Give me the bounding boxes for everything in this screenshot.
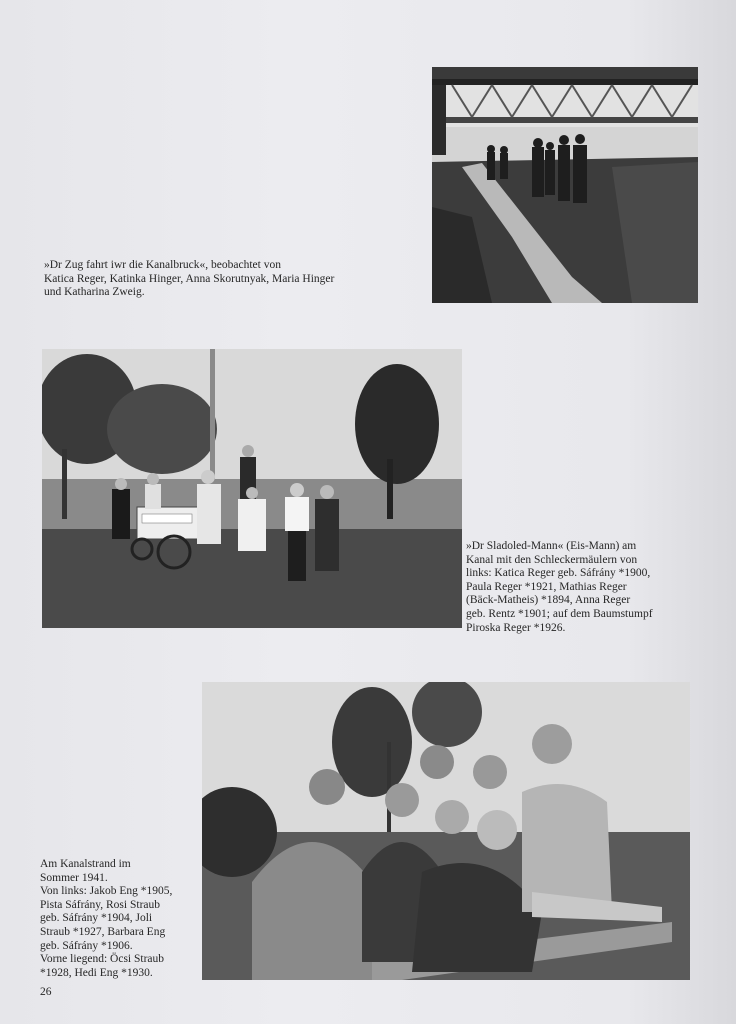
caption-line: Pista Sáfrány, Rosi Straub bbox=[40, 898, 160, 911]
caption-line: links: Katica Reger geb. Sáfrány *1900, bbox=[466, 567, 651, 580]
caption-line: geb. Rentz *1901; auf dem Baumstumpf bbox=[466, 607, 653, 620]
caption-line: Vorne liegend: Öcsi Straub bbox=[40, 953, 165, 966]
bridge-photo-caption bbox=[44, 259, 334, 300]
ice-cream-photo-caption bbox=[466, 540, 653, 635]
caption-line: »Dr Sladoled-Mann« (Eis-Mann) am bbox=[466, 540, 637, 552]
caption-line: Von links: Jakob Eng *1905, bbox=[40, 885, 173, 898]
page-number: 26 bbox=[40, 986, 52, 998]
train-on-canal-bridge-photo bbox=[432, 67, 698, 303]
caption-line: Am Kanalstrand im bbox=[40, 858, 131, 870]
caption-line: Paula Reger *1921, Mathias Reger bbox=[466, 580, 627, 593]
beach-photo-caption bbox=[40, 858, 172, 980]
caption-line: (Bäck-Matheis) *1894, Anna Reger bbox=[466, 594, 631, 607]
caption-line: Straub *1927, Barbara Eng bbox=[40, 925, 166, 938]
caption-line: Piroska Reger *1926. bbox=[466, 621, 566, 634]
canal-beach-group-photo bbox=[202, 682, 690, 980]
ice-cream-cart-group-photo bbox=[42, 349, 462, 628]
caption-line: »Dr Zug fahrt iwr die Kanalbruck«, beobachtet von bbox=[44, 259, 281, 271]
caption-line: Katica Reger, Katinka Hinger, Anna Skorutnyak, Maria Hinger bbox=[44, 272, 335, 285]
caption-line: *1928, Hedi Eng *1930. bbox=[40, 966, 153, 979]
caption-line: Sommer 1941. bbox=[40, 871, 108, 884]
caption-line: Kanal mit den Schleckermäulern von bbox=[466, 553, 638, 566]
caption-line: geb. Sáfrány *1906. bbox=[40, 939, 133, 952]
caption-line: und Katharina Zweig. bbox=[44, 286, 145, 299]
caption-line: geb. Sáfrány *1904, Joli bbox=[40, 912, 153, 925]
